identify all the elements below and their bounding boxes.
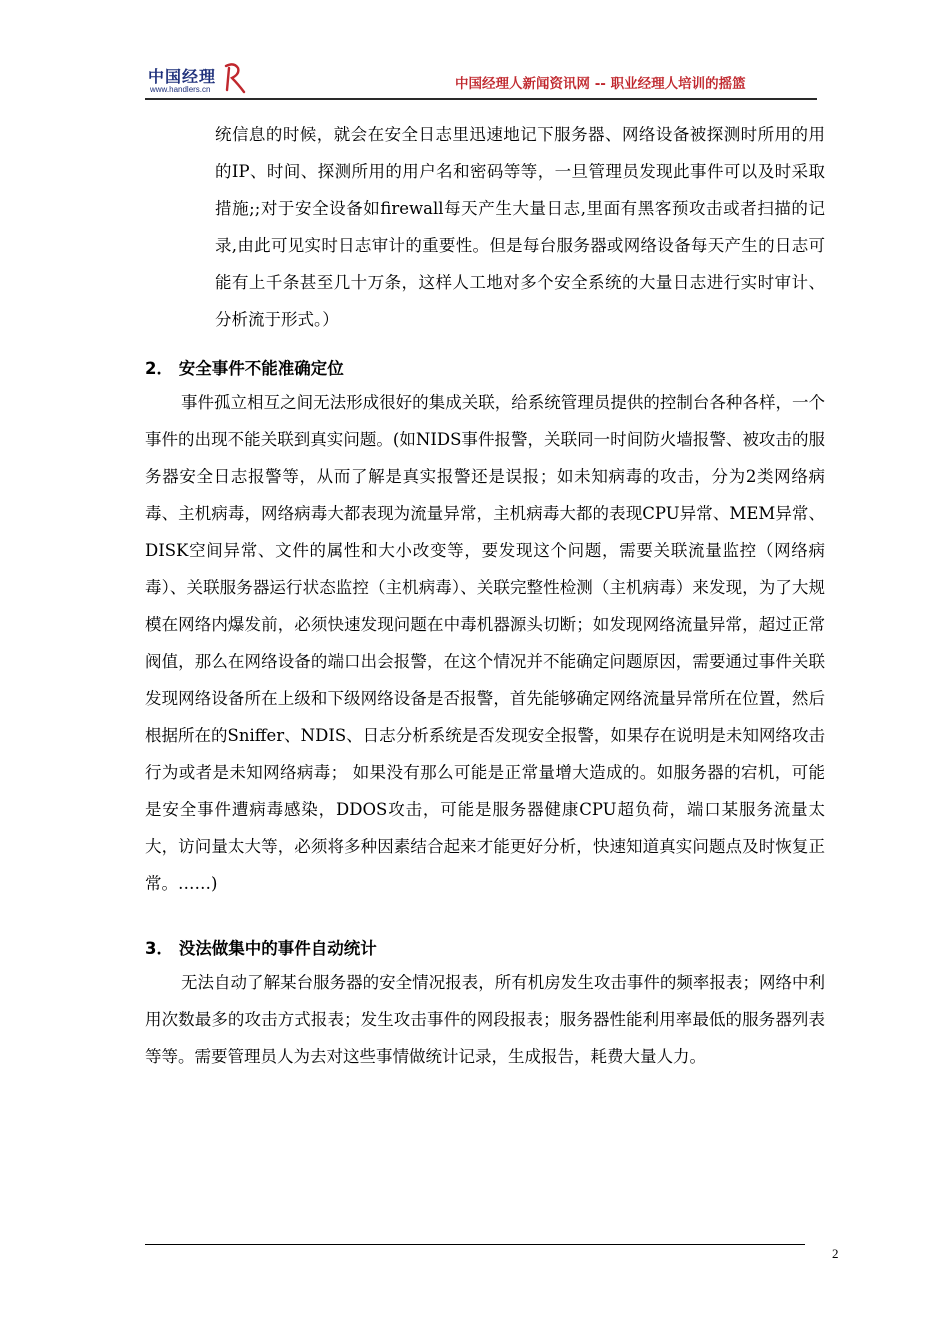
section-2-heading: 2． 安全事件不能准确定位 — [145, 359, 344, 378]
page-header — [0, 0, 950, 110]
header-divider — [145, 98, 817, 100]
section-2-body: 事件孤立相互之间无法形成很好的集成关联，给系统管理员提供的控制台各种各样，一个事件的出现不能关联到真实问题。(如NIDS事件报警，关联同一时间防火墙报警、被攻击的服务器安全日志报警等，从而了解是真实报警还是误报；如未知病毒的攻击，分为2类网络病毒、主机病毒，网络病毒大都表现为流量异常，主机病毒大都的表现CPU异常、MEM异常、DISK空间异常、文件的属性和大小改变等，要发现这个问题，需要关联流量监控（网络病毒）、关联服务器运行状态监控（主机病毒）、关联完整性检测（主机病毒）来发现，为了大规模在网络内爆发前，必须快速发现问题在中毒机器源头切断；如发现网络流量异常，超过正常阀值，那么在网络设备的端口出会报警，在这个情况并不能确定问题原因，需要通过事件关联发现网络设备所在上级和下级网络设备是否报警，首先能够确定网络流量异常所在位置，然后根据所在的Sniffer、NDIS、日志分析系统是否发现安全报警，如果存在说明是未知网络攻击行为或者是未知网络病毒； 如果没有那么可能是正常量增大造成的。如服务器的宕机，可能是安全事件遭病毒感染，DDOS攻击，可能是服务器健康CPU超负荷，端口某服务流量太大，访问量太大等，必须将多种因素结合起来才能更好分析，快速知道真实问题点及时恢复正常。……) — [145, 393, 825, 893]
logo-mark-icon — [220, 62, 246, 94]
section-3-heading: 3． 没法做集中的事件自动统计 — [145, 939, 377, 958]
logo-url: www.handlers.cn — [150, 85, 211, 94]
header-title: 中国经理人新闻资讯网 -- 职业经理人培训的摇篮 — [455, 76, 746, 92]
logo-text: 中国经理 — [148, 67, 217, 86]
footer-divider — [145, 1244, 805, 1245]
page-number: 2 — [832, 1246, 839, 1261]
section-3-body: 无法自动了解某台服务器的安全情况报表，所有机房发生攻击事件的频率报表；网络中利用次数最多的攻击方式报表；发生攻击事件的网段报表；服务器性能利用率最低的服务器列表等等。需要管理员人为去对这些事情做统计记录，生成报告，耗费大量人力。 — [145, 973, 825, 1066]
document-body — [145, 116, 825, 1075]
logo — [148, 64, 248, 98]
continuation-paragraph: 统信息的时候，就会在安全日志里迅速地记下服务器、网络设备被探测时所用的用的IP、时间、探测所用的用户名和密码等等，一旦管理员发现此事件可以及时采取措施;;对于安全设备如firewall每天产生大量日志,里面有黑客预攻击或者扫描的记录,由此可见实时日志审计的重要性。但是每台服务器或网络设备每天产生的日志可能有上千条甚至几十万条，这样人工地对多个安全系统的大量日志进行实时审计、分析流于形式。） — [215, 125, 825, 329]
